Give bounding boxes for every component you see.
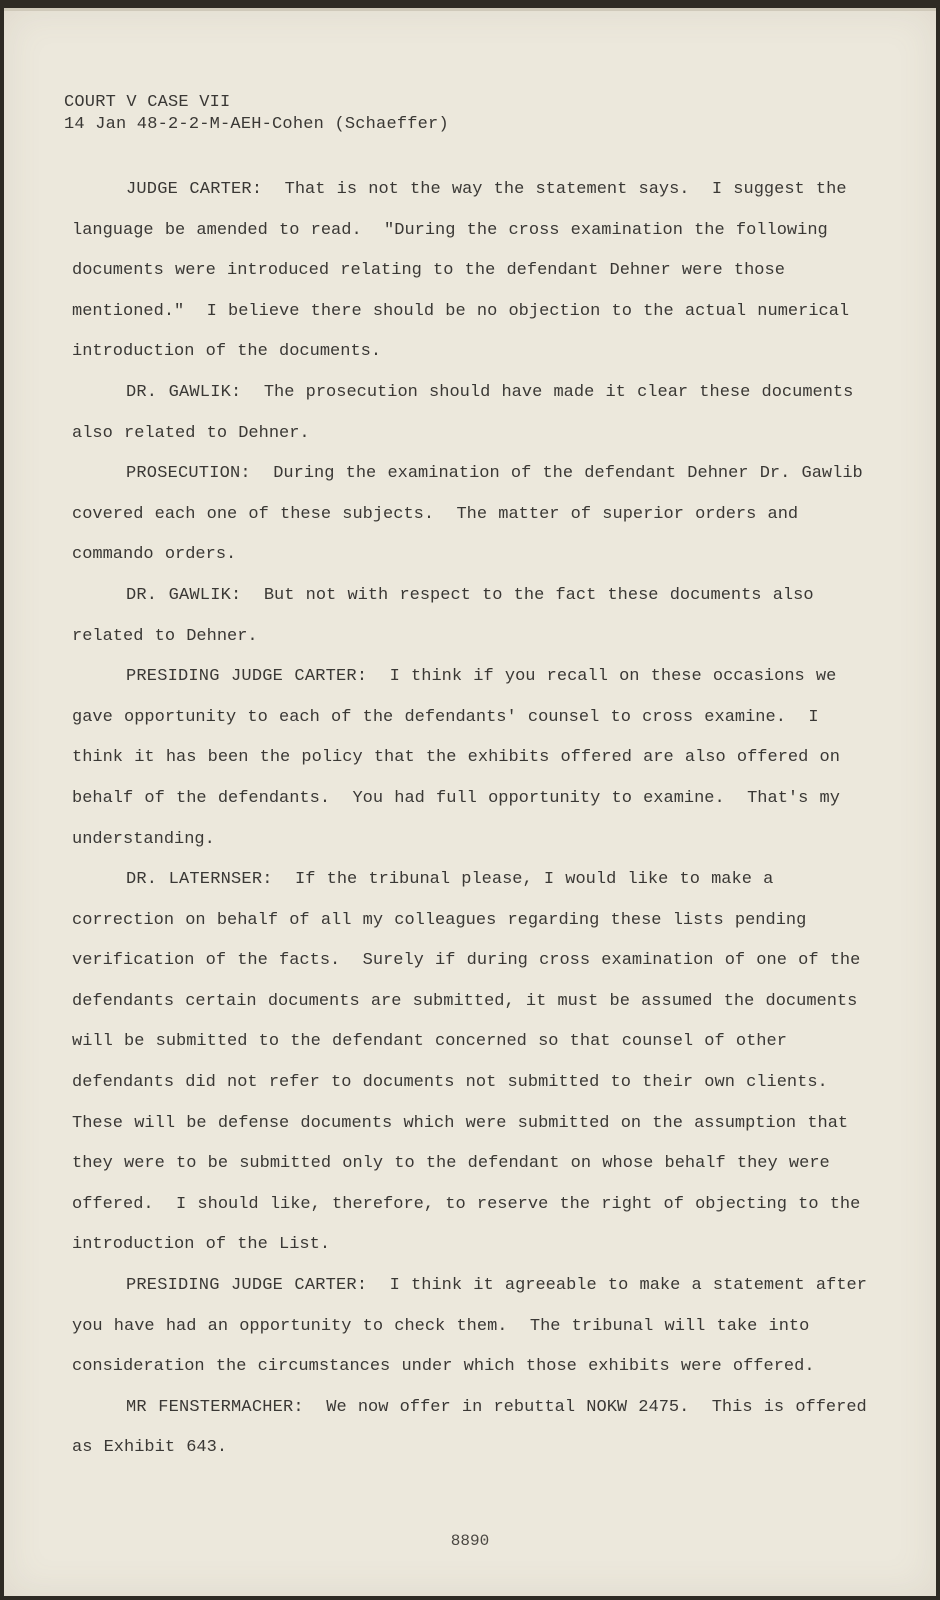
transcript-paragraph (72, 373, 872, 454)
paragraph-text: If the tribunal please, I would like to make a correction on behalf of all my colleagues regarding these lists pending verification of the facts. Surely if during cross examination of one of the defendants certain documents are submitted, it must be assumed the documents will be submitted to the defendant concerned so that counsel of other defendants did not refer to documents not submitted to their own clients. These will be defense documents which were submitted on the assumption that they were to be submitted only to the defendant on whose behalf they were offered. I should like, therefore, to reserve the right of objecting to the introduction of the List. (72, 870, 872, 1255)
court-case-line: COURT V CASE VII (64, 93, 231, 112)
speaker-label: PRESIDING JUDGE CARTER: (126, 1276, 368, 1296)
transcript-body (72, 170, 879, 1469)
transcript-paragraph (72, 860, 872, 1266)
paragraph-text: I think if you recall on these occasions we gave opportunity to each of the defendants' counsel to cross examine. I think it has been the policy that the exhibits offered are also offered on behalf of the defendants. You had full opportunity to examine. That's my understanding. (72, 667, 852, 849)
speaker-label: DR. GAWLIK: (126, 585, 242, 605)
transcript-paragraph (72, 657, 872, 860)
speaker-label: DR. LATERNSER: (126, 870, 273, 890)
date-reference-line: 14 Jan 48-2-2-M-AEH-Cohen (Schaeffer) (64, 115, 449, 134)
speaker-label: PRESIDING JUDGE CARTER: (126, 667, 368, 687)
page-number: 8890 (450, 1532, 490, 1550)
paragraph-text: That is not the way the statement says. I suggest the language be amended to read. "During the cross examination the following documents were introduced relating to the defendant Dehner were those mentioned." I believe there should be no objection to the actual numerical introduction of the documents. (72, 180, 861, 362)
paragraph-text: I think it agreeable to make a statement after you have had an opportunity to check them. The tribunal will take into consideration the circumstances under which those exhibits were offered. (72, 1276, 879, 1377)
paragraph-text: The prosecution should have made it clear these documents also related to Dehner. (72, 382, 865, 443)
speaker-label: JUDGE CARTER: (126, 180, 263, 199)
transcript-paragraph (72, 170, 872, 373)
transcript-paragraph (72, 576, 872, 657)
paragraph-text: We now offer in rebuttal NOKW 2475. This is offered as Exhibit 643. (72, 1397, 878, 1458)
transcript-paragraph (72, 454, 872, 576)
document-page (4, 8, 936, 1596)
paragraph-text: During the examination of the defendant Dehner Dr. Gawlib covered each one of these subjects. The matter of superior orders and commando orders. (72, 464, 874, 565)
speaker-label: PROSECUTION: (126, 464, 251, 484)
paragraph-text: But not with respect to the fact these documents also related to Dehner. (72, 585, 825, 646)
transcript-paragraph (72, 1266, 879, 1388)
speaker-label: MR FENSTERMACHER: (126, 1397, 304, 1417)
document-header (64, 92, 449, 136)
transcript-paragraph (72, 1388, 878, 1469)
speaker-label: DR. GAWLIK: (126, 382, 242, 402)
page-edge (4, 8, 936, 11)
